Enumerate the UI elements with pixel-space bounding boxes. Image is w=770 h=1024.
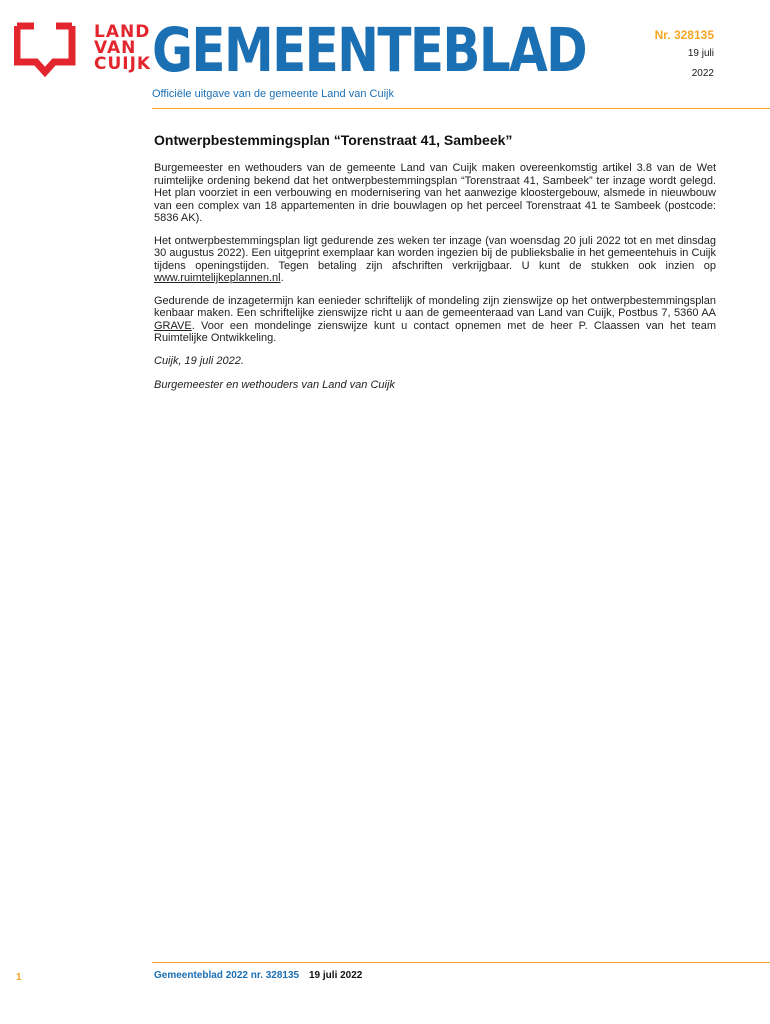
logo-line-2: VAN [94, 38, 137, 58]
masthead-title: GEMEENTEBLAD [152, 15, 587, 86]
grave-underlined: GRAVE [154, 319, 192, 332]
paragraph-3-end: . Voor een mondelinge zienswijze kunt u contact opnemen met de heer P. Claassen van het team Ruimtelijke Ontwikkeling. [154, 319, 716, 344]
article-paragraph-3 [154, 295, 716, 345]
land-van-cuijk-logo [14, 22, 152, 82]
logo-wordmark [94, 24, 151, 72]
header-divider [152, 108, 770, 109]
signature: Burgemeester en wethouders van Land van Cuijk [154, 379, 395, 391]
paragraph-2-text: Het ontwerpbestemmingsplan ligt gedurende zes weken ter inzage (van woensdag 20 juli 2022 tot en met dinsdag 30 augustus 2022). Een uitgeprint exemplaar kan worden ingezien bij de publieksbalie in het gemeentehuis in Cuijk tijdens openingstijden. Tegen betaling zijn afschriften verkrijgbaar. U kunt de stukken ook inzien op [154, 234, 716, 272]
paragraph-2-end: . [280, 272, 284, 284]
article [154, 132, 716, 404]
footer-publication: Gemeenteblad 2022 nr. 328135 [154, 970, 300, 981]
article-title: Ontwerpbestemmingsplan “Torenstraat 41, Sambeek” [154, 132, 513, 148]
municipality-emblem-icon [14, 22, 76, 82]
place-date: Cuijk, 19 juli 2022. [154, 354, 244, 367]
page-number: 1 [16, 972, 22, 983]
masthead-tagline: Officiële uitgave van de gemeente Land van Cuijk [152, 88, 394, 100]
publication-date-day: 19 juli [687, 48, 714, 59]
footer-date: 19 juli 2022 [309, 970, 363, 981]
article-paragraph-1: Burgemeester en wethouders van de gemeente Land van Cuijk maken overeenkomstig artikel 3.8 van de Wet ruimtelijke ordening bekend dat het ontwerpbestemmingsplan “Torenstraat 41, Sambeek” ter inzage wordt gelegd. Het plan voorziet in een verbouwing en modernisering van het aanwezige kloostergebouw, alsmede in nieuwbouw van een complex van 18 appartementen in drie bouwlagen op het perceel Torenstraat 41 te Sambeek (postcode: 5836 AK). [154, 162, 716, 224]
publication-number: Nr. 328135 [654, 28, 714, 42]
logo-line-3: CUIJK [94, 54, 152, 74]
footer-divider [152, 962, 770, 963]
logo-line-1: LAND [94, 22, 151, 42]
publication-date-year: 2022 [691, 68, 714, 79]
ruimtelijkeplannen-link[interactable]: www.ruimtelijkeplannen.nl [154, 272, 281, 284]
paragraph-3-text: Gedurende de inzagetermijn kan eenieder schriftelijk of mondeling zijn zienswijze op het ontwerpbestemmingsplan kenbaar maken. Een schriftelijke zienswijze richt u aan de gemeenteraad van Land van Cuijk, Postbus 7, 5360 AA [154, 294, 716, 319]
article-paragraph-2 [154, 235, 716, 285]
